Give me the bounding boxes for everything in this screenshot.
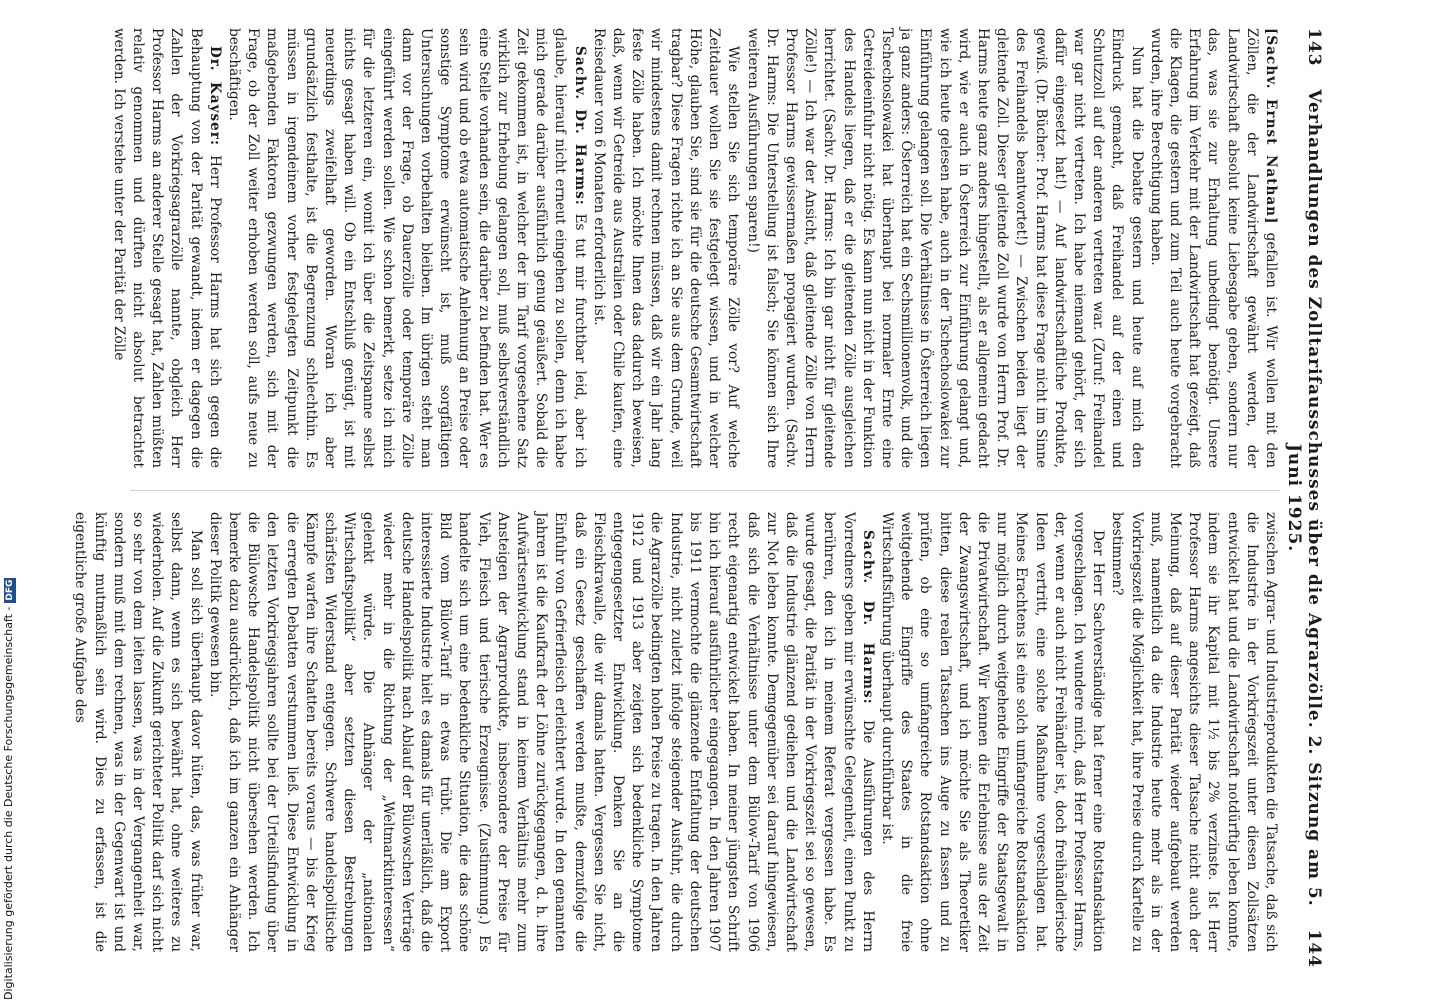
credit-text: Digitalisierung gefördert durch die Deutsche Forschungsgemeinschaft -	[2, 606, 15, 1000]
dfg-logo: DFG	[5, 579, 15, 601]
speaker-label: Sachv. Dr. Harms:	[859, 530, 876, 705]
page-number-right: 144	[1304, 929, 1324, 968]
left-column	[110, 28, 1280, 469]
digitization-credit-strip	[0, 0, 18, 1000]
digitization-credit	[0, 0, 18, 1000]
right-paragraph-4: Man soll sich überhaupt davor hüten, das, was früher war, selbst dann, wenn es sich bewährt hat, ohne weiteres zu wiederholen. Auf die Zukunft gerichteter Politik darf sich nicht so sehr von dem leiten lassen, was in der Vergangenheit war, sondern muß mit dem rechnen, was in der Gegenwart ist und künftig mutmaßlich sein wird. Dies zu erfassen, ist die eigentliche große Aufgabe des	[72, 512, 204, 952]
left-paragraph-2: Nun hat die Debatte gestern und heute auf mich den Eindruck gemacht, daß Freihandel auf der einen und Schutzzoll auf der anderen vertreten war. (Zuruf: Freihandel war gar nicht vertreten. Ich habe niemand gehört, der sich dafür eingesetzt hat!) — Auf landwirtschaftliche Produkte, gewiß. (Dr. Bücher: Prof. Harms hat diese Frage nicht im Sinne des Freihandels beantwortet!) — Zwischen beiden liegt der gleitende Zoll. Dieser gleitende Zoll wurde von Herrn Prof. Dr. Harms heute ganz anders hingestellt, als er allgemein gedacht wird, wie er auch in Österreich zur Einführung gelangt und, wie ich heute gelesen habe, auch in der Tschechoslowakei zur Einführung gelangen soll. Die Verhältnisse in Österreich liegen ja ganz anders: Österreich hat ein Sechsmillionenvolk, und die Tschechoslowakei hat überhaupt bei normaler Ernte eine Getreideeinfuhr nicht nötig. Es kann nun nicht in der Funktion des Handels liegen, daß er die gleitenden Zölle ausgleichen herrichtet. (Sachv. Dr. Harms: Ich bin gar nicht für gleitende Zölle!) — Ich war der Ansicht, daß gleitende Zölle von Herrn Professor Harms gewissermaßen propagiert wurden. (Sachv. Dr. Harms: Die Unterstellung ist falsch; Sie können sich Ihre weiteren Ausführungen sparen!)	[744, 28, 1145, 468]
rotated-spread	[72, 28, 1330, 968]
column-divider	[130, 490, 1280, 491]
paragraph-text: Die Ausführungen des Herrn Vorredners geben mir erwünschte Gelegenheit, einen Punkt zu berühren, den ich in meinem Referat vergessen habe. Es wurde gesagt, die Parität in der Vorkriegszeit sei so gewesen, daß die Industrie glänzend gediehen und die Landwirtschaft zur Not leben konnte. Demgegenüber sei darauf hingewiesen, daß sich die Verhältnisse unter dem Bülow-Tarif von 1906 recht eigenartig entwickelt haben. In meiner jüngsten Schrift bin ich hierauf ausführlicher eingegangen. In den Jahren 1907 bis 1911 vermochte die glänzende Entfaltung der deutschen Industrie, nicht zuletzt infolge steigender Ausfuhr, die durch die Agrarzölle bedingten hohen Preise zu tragen. In den Jahren 1912 und 1913 aber zeigten sich bedenkliche Symptome entgegengesetzter Entwicklung. Denken Sie an die Fleischkrawalle, die wir damals hatten. Vergessen Sie nicht, daß ein Gesetz geschaffen werden mußte, demzufolge die Einfuhr von Gefrierfleisch erleichtert wurde. In den genannten Jahren ist die Kaufkraft der Löhne zurückgegangen, d. h. ihre Aufwärtsentwicklung stand in keinem Verhältnis mehr zum Ansteigen der Agrarprodukte, insbesondere der Preise für Vieh, Fleisch und tierische Erzeugnisse. (Zustimmung.) Es handelte sich um eine bedenkliche Situation, die das schöne Bild vom Bülow-Tarif in etwas trübt. Die am Export interessierte Industrie hielt es damals für unerläßlich, daß die deutsche Handelspolitik nach Ablauf der Bülowschen Verträge wieder mehr in die Richtung der „Weltmarktinteressen“ gelenkt würde. Die Anhänger der „nationalen Wirtschaftspolitik“ aber setzten diesen Bestrebungen schärfsten Widerstand entgegen. Schwere handelspolitische Kämpfe warfen ihre Schatten bereits voraus — bis der Krieg die erregten Debatten verstummen ließ. Diese Entwicklung in den letzten Vorkriegsjahren sollte bei der Urteilsfindung über die Bülowsche Handelspolitik nicht übersehen werden. Ich bemerke dazu ausdrücklich, daß ich im ganzen ein Anhänger dieser Politik gewesen bin.	[206, 512, 876, 952]
left-paragraph-3: Wie stellen Sie sich temporäre Zölle vor? Auf welche Zeitdauer wollen Sie sie festgelegt wissen, und in welcher Höhe, glauben Sie, sind sie für die deutsche Gesamtwirtschaft tragbar? Diese Fragen richte ich an Sie aus dem Grunde, weil wir mindestens damit rechnen müssen, daß wir ein Jahr lang feste Zölle haben. Ich möchte Ihnen das dadurch beweisen, daß, wenn wir Getreide aus Australien oder Chile kaufen, eine Reisedauer von 6 Monaten erforderlich ist.	[590, 28, 742, 468]
page-header	[1284, 28, 1330, 968]
left-paragraph-1	[1146, 28, 1280, 468]
right-paragraph-3	[205, 512, 877, 952]
running-title: Verhandlungen des Zolltarifausschusses über die Agrarzölle. 2. Sitzung am 5. Juni 1925.	[1284, 89, 1324, 907]
right-column	[72, 512, 1280, 952]
left-paragraph-4	[224, 28, 589, 468]
paragraph-text: Es tut mir furchtbar leid, aber ich glaube, hierauf nicht erneut eingehen zu sollen, denn ich habe mich gerade darüber ausführlich genug geäußert. Sobald die Zeit gekommen ist, in welcher der im Tarif vorgesehene Satz wirklich zur Erhebung gelangen soll, muß selbstverständlich eine Stelle vorhanden sein, die darüber zu befinden hat. Wer es sein wird und ob etwa automatische Anlehnung an Preise oder sonstige Symptome erwünscht ist, muß sorgfältigen Untersuchungen vorbehalten bleiben. Im übrigen steht man dann vor der Frage, ob Dauerzölle oder temporäre Zölle eingeführt werden sollen. Wie schon bemerkt, setze ich mich für die letzteren ein, womit ich über die Zeitspanne selbst nichts gesagt haben will. Ob ein Entschluß genügt, ist mit neuerdings zweifelhaft geworden. Woran ich aber grundsätzlich festhalte, ist die Begrenzung schlechthin. Es müssen in irgendeinem vorher festgelegten Zeitpunkt die maßgebenden Faktoren gezwungen werden, sich mit der Frage, ob der Zoll weiter erhoben werden soll, aufs neue zu beschäftigen.	[226, 28, 588, 468]
right-paragraph-1: zwischen Agrar- und Industrieprodukten die Tatsache, daß sich die Industrie in der Vorkriegszeit unter diesen Zollsätzen entwickelt hat und die Landwirtschaft notdürftig leben konnte, indem sie ihr Kapital mit 1½ bis 2% verzinste. Ist Herr Professor Harms angesichts dieser Tatsache nicht auch der Meinung, daß auf dieser Parität wieder aufgebaut werden muß, namentlich da die Industrie heute mehr als in der Vorkriegszeit die Möglichkeit hat, ihre Preise durch Kartelle zu bestimmen?	[1109, 512, 1279, 952]
right-paragraph-2: Der Herr Sachverständige hat ferner eine Rotstandsaktion vorgeschlagen. Ich wundere mich, daß Herr Professor Harms, der, wenn er auch nicht Freihändler ist, doch freihändlerische Ideen vertritt, eine solche Maßnahme vorgeschlagen hat. Meines Erachtens ist eine solch umfangreiche Rotstandsaktion nur möglich durch weitgehende Eingriffe der Staatsgewalt in die Privatwirtschaft. Wir kennen die Erlebnisse aus der Zeit der Zwangswirtschaft, und ich möchte Sie als Theoretiker bitten, diese realen Tatsachen ins Auge zu fassen und zu prüfen, ob eine so umfangreiche Rotstandsaktion ohne weitgehende Eingriffe des Staates in die freie Wirtschaftsführung überhaupt durchführbar ist.	[878, 512, 1107, 952]
page-number-left: 143	[1304, 28, 1324, 67]
speaker-label: Dr. Kayser:	[206, 46, 223, 146]
speaker-label: Sachv. Dr. Harms:	[571, 46, 588, 206]
left-paragraph-5	[109, 28, 224, 468]
paragraph-text: Herr Professor Harms hat sich gegen die Behauptung von der Parität gewandt, indem er dagegen die Zahlen der Vorkriegsagrarzölle nannte, obgleich Herr Professor Harms an anderer Stelle gesagt hat, Zahlen müßten relativ genommen und dürften nicht absolut betrachtet werden. Ich verstehe unter der Parität der Zölle	[110, 28, 223, 469]
speaker-label: [Sachv. Ernst Nathan]	[1263, 28, 1279, 225]
paragraph-text: gefallen ist. Wir wollen mit den Zöllen, die der Landwirtschaft gewährt werden, der Landwirtschaft absolut keine Liebesgabe geben, sondern nur das, was sie zur Erhaltung unbedingt benötigt. Unsere Erfahrung im Verkehr mit der Landwirtschaft hat gezeigt, daß die Klagen, die gestern und zum Teil auch heute vorgebracht wurden, ihre Berechtigung haben.	[1147, 28, 1279, 468]
